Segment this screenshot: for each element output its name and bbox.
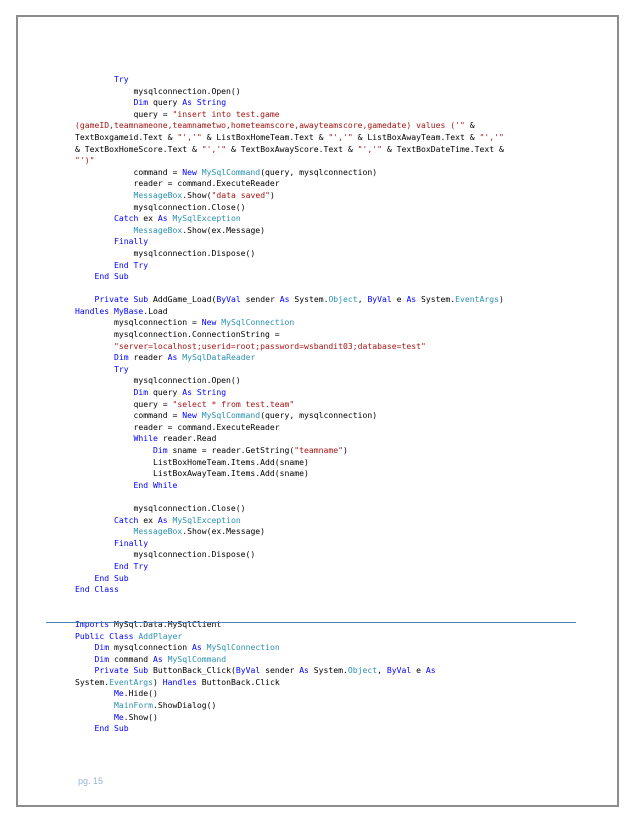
code-token-type: MySqlConnection xyxy=(221,317,295,328)
code-token: ListBoxHomeTeam.Items.Add(sname) xyxy=(75,456,309,467)
code-token-type: EventArgs xyxy=(455,294,500,305)
code-token-kw: Finally xyxy=(113,236,149,247)
code-token-kw: Imports xyxy=(75,618,110,629)
code-token: reader xyxy=(128,352,168,363)
code-token-kw: As xyxy=(406,294,417,305)
code-token-kw: Dim xyxy=(113,352,129,363)
code-line xyxy=(75,468,575,480)
code-token xyxy=(75,654,95,664)
code-token xyxy=(75,538,114,548)
code-line xyxy=(75,144,575,156)
code-line xyxy=(75,283,575,295)
code-token-kw: Dim xyxy=(94,642,110,653)
code-token-kw: Try xyxy=(113,74,129,84)
code-token xyxy=(75,433,133,443)
code-line xyxy=(75,109,575,121)
code-line xyxy=(75,491,575,503)
code-token-type: Object xyxy=(328,294,358,305)
code-line xyxy=(75,654,575,666)
code-token: query xyxy=(148,387,183,398)
section-separator-line xyxy=(46,622,576,623)
code-line xyxy=(75,515,575,527)
code-token-kw: Handles xyxy=(162,676,197,687)
code-token: (query, mysqlconnection) xyxy=(260,410,378,421)
code-token xyxy=(75,190,133,200)
code-token xyxy=(75,561,114,571)
code-line xyxy=(75,700,575,712)
code-token: query xyxy=(148,97,183,108)
code-line xyxy=(75,561,575,573)
code-token xyxy=(75,213,114,223)
code-token: mysqlconnection.Close() xyxy=(75,201,246,212)
code-token: command = xyxy=(75,166,183,177)
code-token: MySql.Data.MySqlClient xyxy=(109,618,222,629)
code-token-str: "','" xyxy=(328,131,353,142)
code-token xyxy=(75,700,114,710)
code-token xyxy=(75,74,114,84)
code-token-str: (gameID,teamnameone,teamnametwo,hometeamscore,awayteamscore,gamedate) values ('" xyxy=(75,120,465,131)
code-token-kw: Catch xyxy=(113,213,139,224)
code-line xyxy=(75,329,575,341)
code-token: ListBoxAwayTeam.Items.Add(sname) xyxy=(75,468,309,479)
code-token: reader = command.ExecuteReader xyxy=(75,178,280,189)
code-token: , xyxy=(377,665,387,676)
code-line xyxy=(75,399,575,411)
code-token-kw: ByVal xyxy=(216,294,241,305)
code-line xyxy=(75,642,575,654)
code-token-str: "','" xyxy=(177,131,202,142)
code-token: mysqlconnection xyxy=(109,642,192,653)
code-line xyxy=(75,120,575,132)
code-line xyxy=(75,97,575,109)
code-token: ex xyxy=(138,514,158,525)
code-token xyxy=(75,364,114,374)
code-line xyxy=(75,631,575,643)
code-token: & ListBoxAwayTeam.Text & xyxy=(352,131,480,142)
code-token-type: MySqlException xyxy=(172,514,241,525)
code-line xyxy=(75,433,575,445)
code-token xyxy=(75,387,133,397)
code-token: .Show(ex.Message) xyxy=(182,224,266,235)
code-token-kw: ByVal xyxy=(367,294,392,305)
code-line xyxy=(75,190,575,202)
code-token-kw: End Sub xyxy=(94,572,129,583)
code-line xyxy=(75,132,575,144)
code-line xyxy=(75,260,575,272)
code-token: mysqlconnection.Open() xyxy=(75,85,241,96)
code-line xyxy=(75,596,575,608)
code-token: .Load xyxy=(143,305,168,316)
code-token: command xyxy=(109,653,153,664)
code-token-kw: End While xyxy=(133,479,178,490)
code-token-kw: String xyxy=(196,387,227,398)
code-token-str: "','" xyxy=(479,131,504,142)
code-token-str: "insert into test.game xyxy=(172,108,280,119)
code-listing xyxy=(75,74,575,735)
code-token xyxy=(75,271,95,281)
code-token-type: MainForm xyxy=(113,700,153,711)
code-token-kw: ByVal xyxy=(235,665,261,676)
code-token-str: "teamname" xyxy=(294,445,344,455)
code-token: command = xyxy=(75,410,183,421)
code-token-kw: As xyxy=(299,665,309,676)
code-token-str: "')" xyxy=(75,155,95,166)
code-line xyxy=(75,723,575,735)
code-line xyxy=(75,341,575,353)
code-line xyxy=(75,445,575,457)
code-token: e xyxy=(411,665,426,676)
code-token: .Show( xyxy=(182,189,212,200)
code-token-kw: End Class xyxy=(75,584,119,595)
code-token-kw: Private Sub xyxy=(94,294,149,305)
code-token-kw: Private Sub xyxy=(94,665,149,676)
code-token: e xyxy=(391,294,407,305)
code-token xyxy=(75,665,95,675)
code-line xyxy=(75,248,575,260)
code-line xyxy=(75,410,575,422)
code-token-kw: New xyxy=(182,166,197,177)
code-token-kw: String xyxy=(196,97,227,108)
code-token: ) xyxy=(343,445,348,455)
code-token xyxy=(75,515,114,525)
code-token: ) xyxy=(499,294,504,305)
code-token xyxy=(75,445,153,455)
code-token-kw: As xyxy=(167,352,178,363)
code-token-kw: Dim xyxy=(133,387,149,398)
code-token: sender xyxy=(240,294,280,305)
code-token xyxy=(75,712,114,722)
code-token xyxy=(75,573,95,583)
code-line xyxy=(75,178,575,190)
code-token-kw: MyBase xyxy=(114,305,144,316)
code-token xyxy=(75,260,114,270)
code-token: mysqlconnection.ConnectionString = xyxy=(75,329,280,340)
code-token xyxy=(75,294,95,304)
code-line xyxy=(75,213,575,225)
code-token xyxy=(75,688,114,698)
code-token: & xyxy=(464,120,475,131)
code-token-kw: As xyxy=(191,642,202,653)
code-token xyxy=(75,642,95,652)
code-line xyxy=(75,352,575,364)
code-token: query = xyxy=(75,398,173,409)
code-token xyxy=(75,480,133,490)
code-token-kw: End Try xyxy=(113,259,149,270)
code-line xyxy=(75,665,575,677)
code-token: sname = reader.GetString( xyxy=(167,445,295,455)
code-token: ButtonBack.Click xyxy=(196,676,280,687)
code-token-kw: Dim xyxy=(152,445,168,455)
code-token-str: "server=localhost;userid=root;password=wsbandit03;database=test" xyxy=(113,340,426,351)
code-line xyxy=(75,526,575,538)
code-line xyxy=(75,688,575,700)
code-token xyxy=(75,352,114,362)
code-token-kw: As xyxy=(279,294,290,305)
code-token: .Show(ex.Message) xyxy=(182,526,266,537)
code-token: System. xyxy=(289,294,329,305)
code-token: mysqlconnection.Close() xyxy=(75,502,246,513)
code-token: AddGame_Load( xyxy=(148,294,217,305)
page-number: pg. 15 xyxy=(78,776,104,786)
code-token: reader = command.ExecuteReader xyxy=(75,421,280,432)
code-token xyxy=(75,225,133,235)
code-line xyxy=(75,317,575,329)
code-token: & TextBoxHomeScore.Text & xyxy=(75,143,202,154)
code-token-kw: New xyxy=(201,317,217,328)
code-line xyxy=(75,202,575,214)
code-token: System. xyxy=(308,665,348,676)
code-line xyxy=(75,619,575,631)
code-token: System. xyxy=(75,676,110,687)
code-token-kw: End Try xyxy=(113,560,149,571)
code-line xyxy=(75,480,575,492)
code-token-kw: Catch xyxy=(113,514,139,525)
code-line xyxy=(75,86,575,98)
code-token-type: MySqlCommand xyxy=(201,410,261,421)
code-line xyxy=(75,503,575,515)
code-token: ex xyxy=(138,213,158,224)
code-token-type: MessageBox xyxy=(133,189,183,200)
code-token: mysqlconnection.Open() xyxy=(75,375,241,386)
code-line xyxy=(75,573,575,585)
code-token xyxy=(75,97,133,107)
code-token: .Show() xyxy=(123,711,158,722)
code-token-kw: Dim xyxy=(133,97,149,108)
code-line xyxy=(75,677,575,689)
code-line xyxy=(75,74,575,86)
code-line xyxy=(75,375,575,387)
code-token-type: Object xyxy=(347,665,378,676)
code-token-kw: Try xyxy=(113,363,129,374)
code-line xyxy=(75,538,575,550)
code-line xyxy=(75,712,575,724)
code-token-kw: As xyxy=(425,665,436,676)
code-token-type: MySqlCommand xyxy=(167,653,227,664)
code-token-kw: As xyxy=(152,653,163,664)
code-token-kw: New xyxy=(182,410,197,421)
code-token-str: "data saved" xyxy=(211,189,270,200)
code-token-kw: Dim xyxy=(94,653,110,664)
code-token-kw: Me xyxy=(113,688,124,699)
code-token: & TextBoxDateTime.Text & xyxy=(382,143,504,154)
code-line xyxy=(75,584,575,596)
code-line xyxy=(75,306,575,318)
code-token: mysqlconnection = xyxy=(75,317,202,328)
code-token: (query, mysqlconnection) xyxy=(260,166,378,177)
code-token: sender xyxy=(260,665,300,676)
code-token-type: EventArgs xyxy=(109,676,153,687)
code-token-kw: As xyxy=(157,514,168,525)
code-token-type: MySqlDataReader xyxy=(182,352,256,363)
code-token: .Hide() xyxy=(123,688,158,699)
code-token-kw: ByVal xyxy=(386,665,412,676)
code-line xyxy=(75,607,575,619)
code-token: query = xyxy=(75,108,173,119)
code-token-type: AddPlayer xyxy=(138,630,183,641)
code-token-type: MySqlException xyxy=(172,213,241,224)
code-line xyxy=(75,167,575,179)
code-token-kw: End Sub xyxy=(94,723,129,734)
code-line xyxy=(75,294,575,306)
code-line xyxy=(75,457,575,469)
code-token: System. xyxy=(416,294,456,305)
code-token xyxy=(75,236,114,246)
code-token-kw: End Sub xyxy=(94,271,129,282)
code-token-kw: Finally xyxy=(113,537,149,548)
code-line xyxy=(75,225,575,237)
code-token: mysqlconnection.Dispose() xyxy=(75,247,256,258)
code-token-kw: Handles xyxy=(75,305,110,316)
code-token-str: "select * from test.team" xyxy=(172,398,295,409)
code-line xyxy=(75,387,575,399)
code-token-type: MySqlCommand xyxy=(201,166,261,177)
code-line xyxy=(75,155,575,167)
code-token-kw: Public Class xyxy=(75,630,134,641)
code-token xyxy=(75,526,133,536)
code-token: , xyxy=(357,294,368,305)
code-token xyxy=(75,723,95,733)
code-token: & ListBoxHomeTeam.Text & xyxy=(201,131,329,142)
code-token-type: MessageBox xyxy=(133,224,183,235)
code-token-kw: While xyxy=(133,433,158,444)
code-line xyxy=(75,236,575,248)
code-token: TextBoxgameid.Text & xyxy=(75,131,178,142)
code-token-kw: As xyxy=(182,387,192,398)
code-token: .ShowDialog() xyxy=(152,700,217,711)
code-token: ButtonBack_Click( xyxy=(148,665,236,676)
code-line xyxy=(75,549,575,561)
code-token-kw: As xyxy=(182,97,192,108)
code-token: ) xyxy=(152,676,163,687)
code-token-str: "','" xyxy=(357,143,383,154)
code-line xyxy=(75,271,575,283)
code-token: mysqlconnection.Dispose() xyxy=(75,549,256,560)
code-token: ) xyxy=(269,189,275,200)
code-token: & TextBoxAwayScore.Text & xyxy=(226,143,358,154)
code-line xyxy=(75,364,575,376)
code-token: reader.Read xyxy=(157,433,217,444)
code-token-type: MySqlConnection xyxy=(206,642,280,653)
code-token-type: MessageBox xyxy=(133,526,183,537)
code-token-str: "','" xyxy=(201,143,227,154)
code-token-kw: As xyxy=(157,213,168,224)
code-token-kw: Me xyxy=(113,711,124,722)
code-token xyxy=(75,341,114,351)
code-line xyxy=(75,422,575,434)
